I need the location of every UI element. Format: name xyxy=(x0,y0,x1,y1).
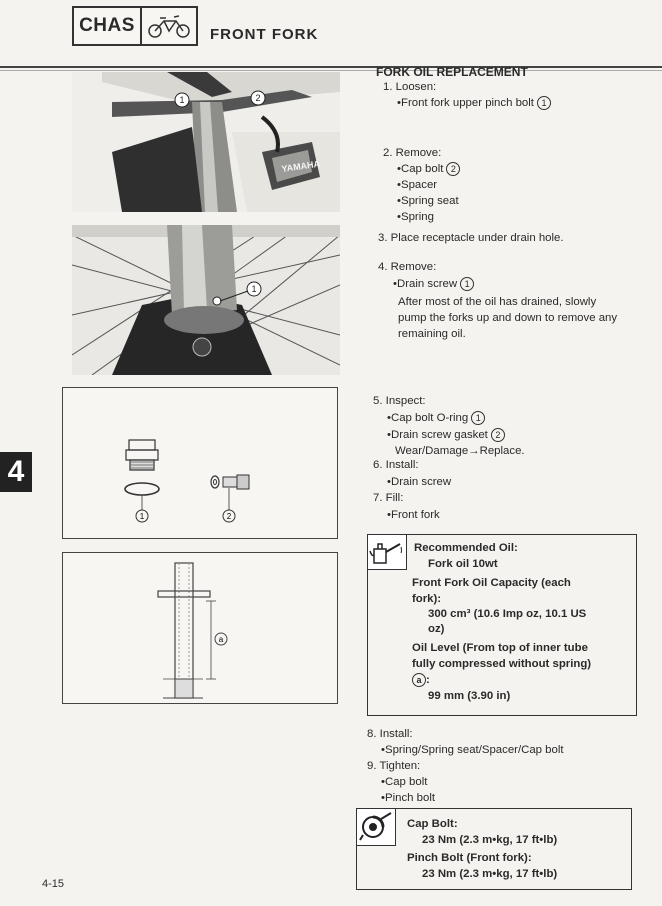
callout-marker: a xyxy=(412,673,426,687)
step8-title: 8. Install: xyxy=(367,728,413,740)
callout-marker: 2 xyxy=(491,428,505,442)
photo2-callout-1: 1 xyxy=(251,284,257,294)
oil-spec-line-8: fully compressed without spring) xyxy=(412,658,592,670)
photo-fork-top xyxy=(72,72,340,212)
callout-marker: 1 xyxy=(471,411,485,425)
photo1-brand: YAMAHA xyxy=(280,158,321,174)
step4-item: •Drain screw 1 xyxy=(393,276,474,292)
step4-title: 4. Remove: xyxy=(378,261,437,273)
torque-spec-line-2: 23 Nm (2.3 m•kg, 17 ft•lb) xyxy=(422,834,558,846)
torque-spec-line-4: 23 Nm (2.3 m•kg, 17 ft•lb) xyxy=(422,868,558,880)
step5-item-2: •Drain screw gasket 2 xyxy=(387,427,505,443)
step2-title: 2. Remove: xyxy=(383,147,442,159)
step7-item: •Front fork xyxy=(387,509,440,521)
step2-item-3: •Spring seat xyxy=(397,195,459,207)
photo1-callout-2: 2 xyxy=(255,93,261,103)
oil-spec-line-3: Front Fork Oil Capacity (each xyxy=(412,577,571,589)
step9-title: 9. Tighten: xyxy=(367,760,421,772)
section-heading: FORK OIL REPLACEMENT xyxy=(376,65,528,79)
header-rule-thin xyxy=(0,70,662,71)
motorcycle-icon xyxy=(146,12,192,40)
section-header-box xyxy=(72,6,198,46)
step4-note-1: After most of the oil has drained, slowly xyxy=(398,296,597,308)
oil-spec-line-10: 99 mm (3.90 in) xyxy=(428,690,511,702)
step7-title: 7. Fill: xyxy=(373,492,404,504)
oil-level-callout: a xyxy=(218,635,224,644)
step3-title: 3. Place receptacle under drain hole. xyxy=(378,232,564,244)
step2-item-4: •Spring xyxy=(397,211,434,223)
step9-item-1: •Cap bolt xyxy=(381,776,428,788)
figure-parts xyxy=(62,387,338,539)
step2-item-1: •Cap bolt 2 xyxy=(397,161,460,177)
callout-marker: 1 xyxy=(460,277,474,291)
callout-marker: 2 xyxy=(446,162,460,176)
page-number: 4-15 xyxy=(42,878,65,890)
wrench-icon xyxy=(356,808,396,846)
step4-note-3: remaining oil. xyxy=(398,328,466,340)
oil-spec-line-9: a : xyxy=(412,672,430,688)
header-rule xyxy=(0,66,662,68)
oil-spec-line-4: fork): xyxy=(412,593,442,605)
oil-can-icon xyxy=(367,534,407,570)
oil-spec-line-5: 300 cm³ (10.6 Imp oz, 10.1 US xyxy=(428,608,587,620)
step9-item-2: •Pinch bolt xyxy=(381,792,436,804)
torque-spec-line-1: Cap Bolt: xyxy=(407,818,458,830)
header-divider xyxy=(140,8,142,44)
photo-drain-screw xyxy=(72,225,340,375)
step2-item-2: •Spacer xyxy=(397,179,438,191)
oil-spec-line-7: Oil Level (From top of inner tube xyxy=(412,642,588,654)
figure-oil-level xyxy=(62,552,338,704)
photo1-callout-1: 1 xyxy=(179,95,185,105)
step1-item-1: •Front fork upper pinch bolt 1 xyxy=(397,95,551,111)
step4-note-2: pump the forks up and down to remove any xyxy=(398,312,618,324)
section-code: CHAS xyxy=(79,15,135,36)
chapter-tab: 4 xyxy=(0,452,32,492)
oil-spec-line-6: oz) xyxy=(428,623,445,635)
oil-spec-line-2: Fork oil 10wt xyxy=(428,558,498,570)
step6-title: 6. Install: xyxy=(373,459,419,471)
step5-note: Wear/Damage→Replace. xyxy=(395,445,525,457)
step5-title: 5. Inspect: xyxy=(373,395,426,407)
callout-marker: 1 xyxy=(537,96,551,110)
page-title: FRONT FORK xyxy=(210,26,319,43)
step5-item-1: •Cap bolt O-ring 1 xyxy=(387,410,485,426)
step6-item: •Drain screw xyxy=(387,476,452,488)
parts-callout-1: 1 xyxy=(139,512,145,521)
step1-title: 1. Loosen: xyxy=(383,81,437,93)
step8-item: •Spring/Spring seat/Spacer/Cap bolt xyxy=(381,744,564,756)
oil-spec-line-1: Recommended Oil: xyxy=(414,542,518,554)
parts-callout-2: 2 xyxy=(226,512,232,521)
torque-spec-line-3: Pinch Bolt (Front fork): xyxy=(407,852,532,864)
